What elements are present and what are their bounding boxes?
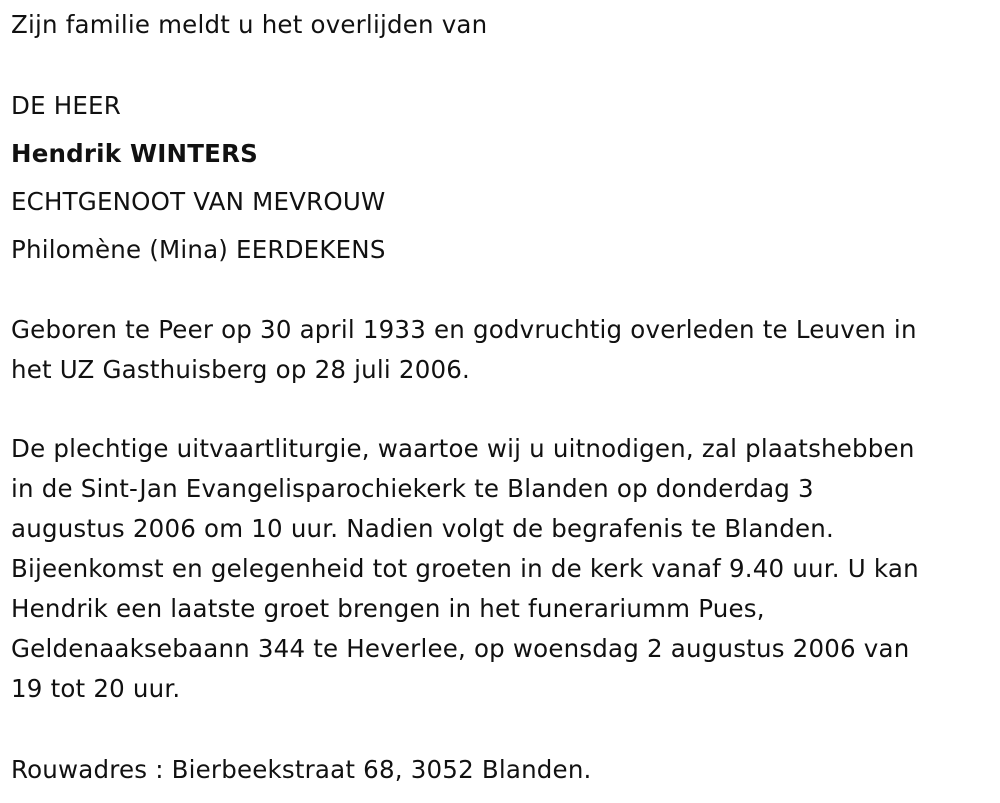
birth-death-line: Geboren te Peer op 30 april 1933 en godvruchtig overleden te Leuven in [11, 315, 917, 344]
birth-death-paragraph [11, 310, 986, 390]
ceremony-paragraph [11, 429, 986, 709]
ceremony-line: Bijeenkomst en gelegenheid tot groeten in de kerk vanaf 9.40 uur. U kan [11, 554, 919, 583]
ceremony-line: Geldenaaksebaann 344 te Heverlee, op woensdag 2 augustus 2006 van [11, 634, 910, 663]
birth-death-line: het UZ Gasthuisberg op 28 juli 2006. [11, 355, 471, 384]
spouse-label: ECHTGENOOT VAN MEVROUW [11, 187, 386, 216]
ceremony-line: De plechtige uitvaartliturgie, waartoe wij u uitnodigen, zal plaatshebben [11, 434, 915, 463]
spouse-name: Philomène (Mina) EERDEKENS [11, 235, 386, 264]
ceremony-line: in de Sint-Jan Evangelisparochiekerk te Blanden op donderdag 3 [11, 474, 814, 503]
ceremony-line: Hendrik een laatste groet brengen in het funerariumm Pues, [11, 594, 765, 623]
ceremony-line: augustus 2006 om 10 uur. Nadien volgt de begrafenis te Blanden. [11, 514, 835, 543]
address-text: Rouwadres : Bierbeekstraat 68, 3052 Blanden. [11, 755, 592, 784]
ceremony-line: 19 tot 20 uur. [11, 674, 181, 703]
title-text: DE HEER [11, 91, 121, 120]
intro-text: Zijn familie meldt u het overlijden van [11, 10, 488, 39]
deceased-name: Hendrik WINTERS [11, 139, 259, 168]
